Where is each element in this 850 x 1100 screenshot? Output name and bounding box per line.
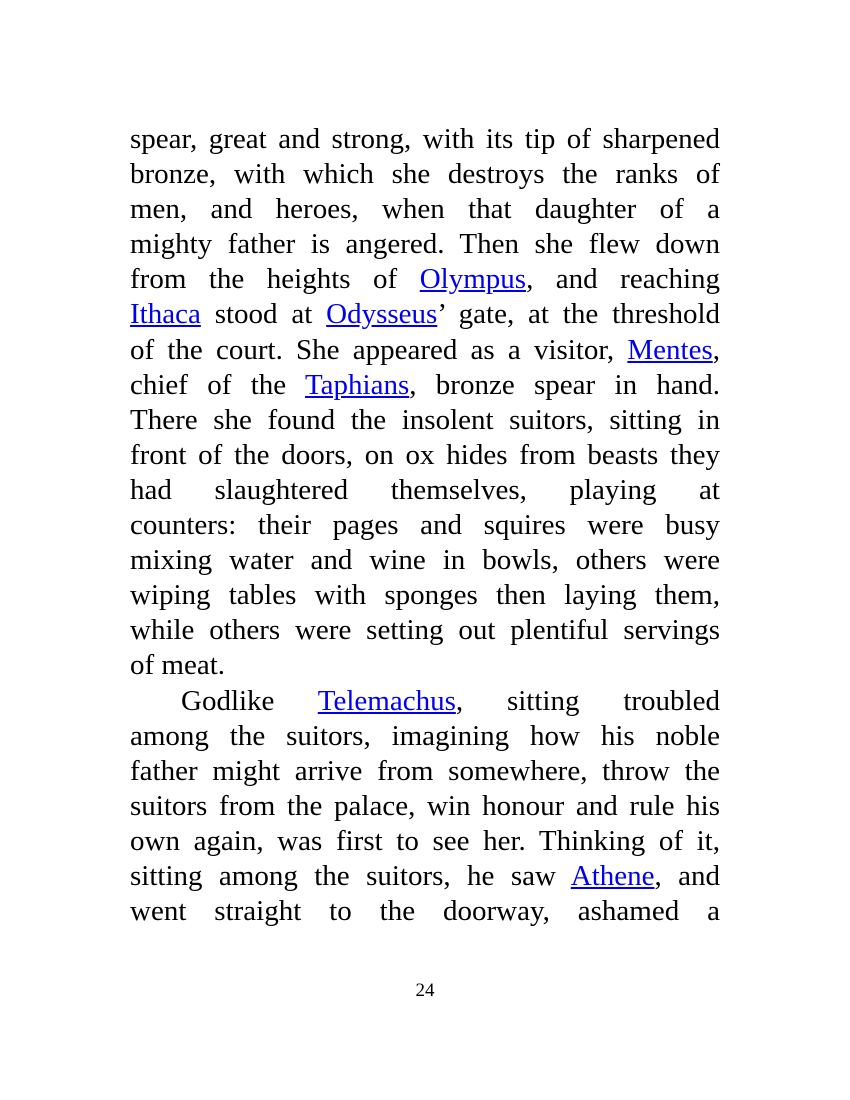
text-line: had slaughtered themselves, playing at bbox=[130, 473, 720, 506]
text-segment: from the heights of bbox=[130, 263, 398, 296]
text-segment: , and bbox=[654, 859, 721, 892]
link-ithaca[interactable]: Ithaca bbox=[130, 298, 201, 331]
text-segment: Godlike bbox=[181, 684, 275, 717]
link-odysseus[interactable]: Odysseus bbox=[326, 298, 438, 331]
text-line bbox=[130, 368, 720, 403]
text-line: own again, was first to see her. Thinking of it, bbox=[130, 824, 720, 857]
text-line: mighty father is angered. Then she flew down bbox=[130, 228, 720, 261]
text-segment: , bbox=[712, 333, 720, 366]
text-line: bronze, with which she destroys the ranks of bbox=[130, 158, 720, 191]
text-line: went straight to the doorway, ashamed a bbox=[130, 895, 720, 928]
body-text bbox=[130, 122, 720, 929]
text-segment: , and reaching bbox=[526, 263, 721, 296]
text-line: mixing water and wine in bowls, others were bbox=[130, 544, 720, 577]
text-line: men, and heroes, when that daughter of a bbox=[130, 193, 720, 226]
text-line: father might arrive from somewhere, throw the bbox=[130, 754, 720, 787]
text-line bbox=[130, 333, 720, 368]
text-line: of meat. bbox=[130, 649, 226, 682]
text-line bbox=[130, 859, 720, 894]
text-line: There she found the insolent suitors, sitting in bbox=[130, 403, 720, 436]
text-line: while others were setting out plentiful servings bbox=[130, 614, 720, 647]
text-line: front of the doors, on ox hides from beasts they bbox=[130, 438, 720, 471]
text-line bbox=[130, 684, 720, 719]
text-segment: of the court. She appeared as a visitor, bbox=[130, 333, 615, 366]
link-athene[interactable]: Athene bbox=[570, 859, 655, 892]
text-line: suitors from the palace, win honour and rule his bbox=[130, 789, 720, 822]
text-segment: ’ gate, at the threshold bbox=[437, 298, 721, 331]
text-line: wiping tables with sponges then laying them, bbox=[130, 579, 720, 612]
link-taphians[interactable]: Taphians bbox=[304, 368, 410, 401]
page-number: 24 bbox=[415, 980, 435, 1001]
link-olympus[interactable]: Olympus bbox=[419, 263, 527, 296]
text-segment: sitting among the suitors, he saw bbox=[130, 859, 556, 892]
text-line: counters: their pages and squires were busy bbox=[130, 509, 720, 542]
link-mentes[interactable]: Mentes bbox=[627, 333, 713, 366]
text-segment: , bronze spear in hand. bbox=[409, 368, 721, 401]
text-segment: stood at bbox=[214, 298, 313, 331]
text-line: spear, great and strong, with its tip of sharpened bbox=[130, 123, 720, 155]
text-line: among the suitors, imagining how his noble bbox=[130, 719, 720, 752]
text-line bbox=[130, 262, 720, 297]
text-segment: chief of the bbox=[130, 368, 287, 401]
text-segment: , sitting troubled bbox=[455, 684, 720, 717]
text-line bbox=[130, 297, 720, 332]
link-telemachus[interactable]: Telemachus bbox=[317, 684, 456, 717]
